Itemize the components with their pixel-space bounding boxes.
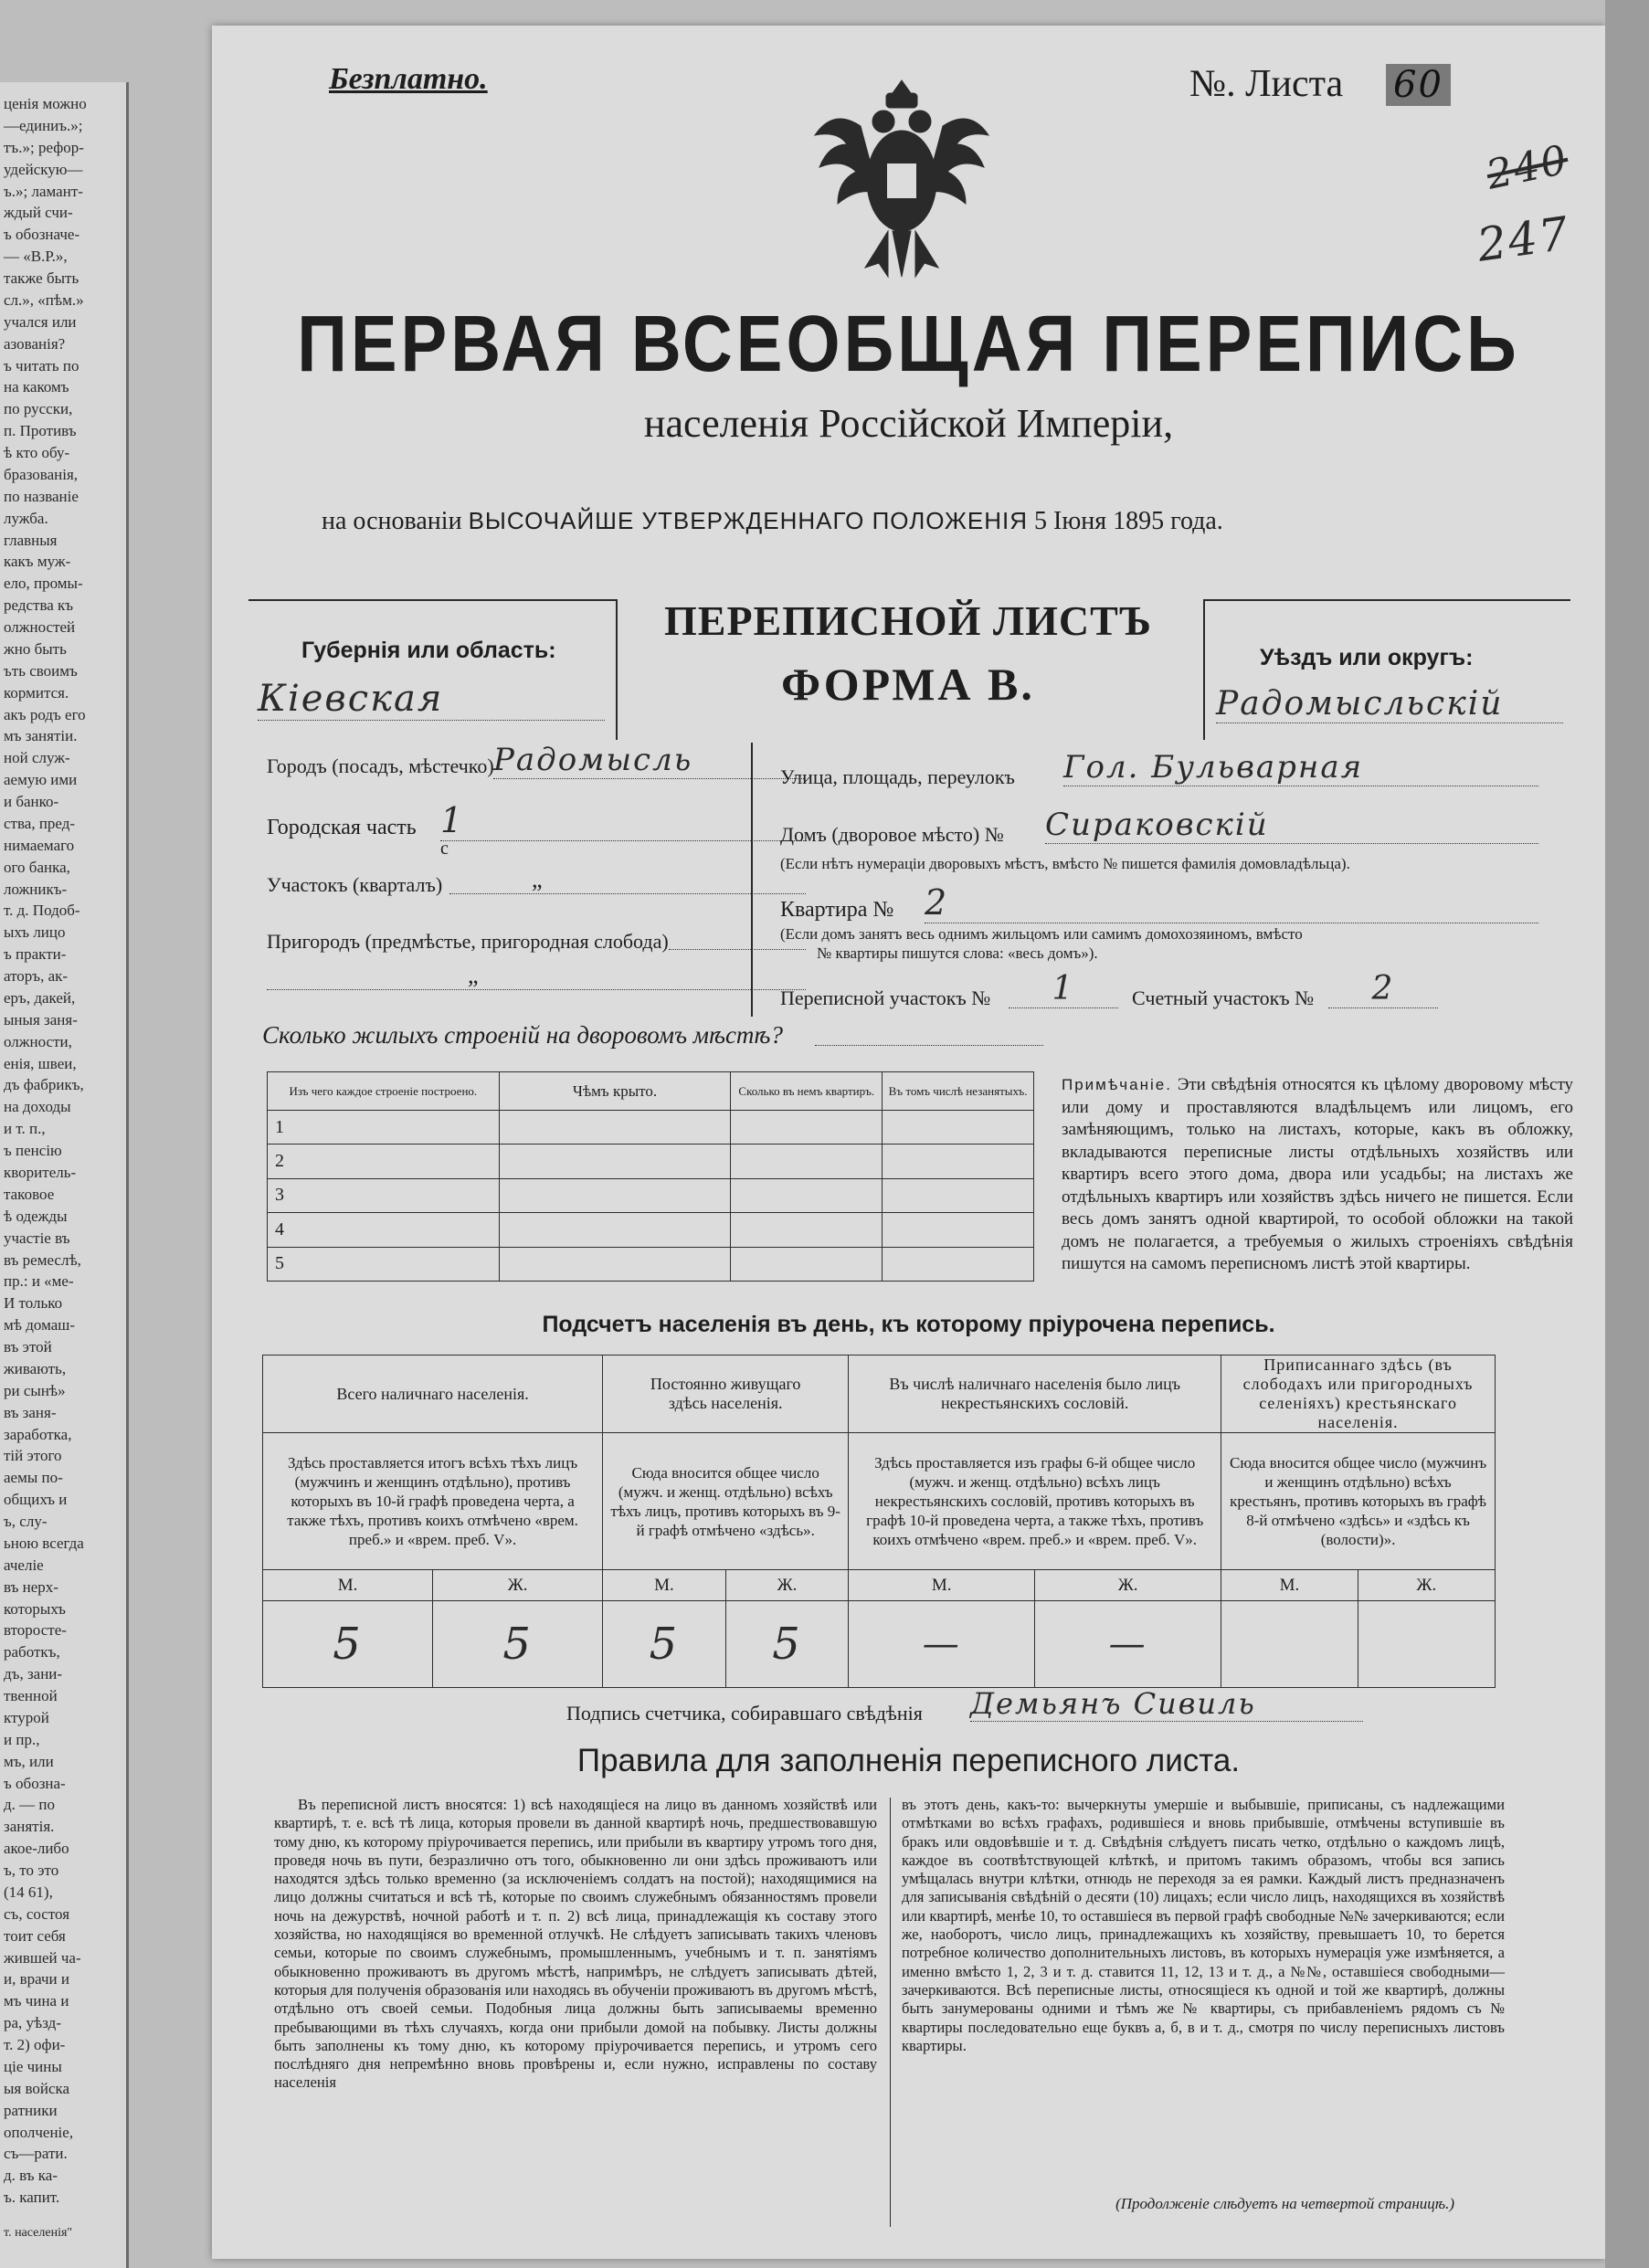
population-desc-nonpeasant: Здѣсь проставляется изъ графы 6-й общее число (мужч. и женщ. отдѣльно) всѣхъ лицъ некрестьянскихъ сословій, противъ которыхъ въ графѣ 10-й проведена черта, а также тѣхъ, противъ коихъ отмѣчено «врем. преб.» и «врем. преб. V». [849, 1433, 1221, 1570]
peasant-female-value [1358, 1601, 1495, 1688]
left-page-text-line: второсте- [4, 1621, 67, 1640]
left-page-text-line: въ ремеслѣ, [4, 1250, 81, 1269]
left-page-text-line: д. — по [4, 1796, 55, 1814]
left-page-text-line: ыныя заня- [4, 1010, 78, 1029]
total-female-value: 5 [433, 1601, 603, 1688]
uezd-label: Уѣздъ или округъ: [1260, 645, 1474, 670]
rules-continued-note: (Продолженіе слѣдуетъ на четвертой страницѣ.) [1115, 2195, 1454, 2212]
left-page-text-line: участіе въ [4, 1229, 70, 1247]
buildings-question: Сколько жилыхъ строеній на дворовомъ мѣстѣ? [262, 1021, 783, 1049]
left-page-text-line: лужба. [4, 509, 48, 527]
apartment-note-1: (Если домъ занятъ весь однимъ жильцомъ или самимъ домохозяиномъ, вмѣсто [780, 925, 1303, 943]
population-head-permanent: Постоянно живущаго здѣсь населенія. [603, 1356, 849, 1433]
street-label: Улица, площадь, переулокъ [780, 765, 1015, 788]
buildings-row-number: 4 [268, 1213, 500, 1247]
buildings-header-material: Изъ чего каждое строеніе построено. [268, 1072, 500, 1111]
left-page-footer: т. населенія" [4, 2226, 73, 2240]
left-page-text-line: тій этого [4, 1447, 62, 1465]
left-page-text-line: ъть своимъ [4, 661, 78, 680]
basis-line [322, 507, 1223, 536]
population-table [262, 1355, 1496, 1688]
left-page-text-line: ратники [4, 2101, 58, 2119]
buildings-row-number: 2 [268, 1145, 500, 1178]
district-mark: с [440, 839, 449, 859]
form-code: ФОРМА В. [781, 659, 1035, 710]
buildings-answer-line [815, 1044, 1043, 1046]
buildings-header-apartments: Сколько въ немъ квартиръ. [731, 1072, 883, 1111]
subtitle: населенія Россійской Имперіи, [643, 401, 1174, 446]
signature-value: Демьянъ Сивиль [970, 1686, 1363, 1722]
left-page-text-line: нимаемаго [4, 836, 75, 854]
gubernia-box [248, 599, 618, 740]
street-value: Гол. Бульварная [1063, 749, 1538, 786]
free-label: Безплатно. [329, 62, 488, 96]
left-page-text-line: дъ фабрикъ, [4, 1076, 84, 1094]
nonpeasant-male-value: — [849, 1601, 1035, 1688]
population-head-peasant: Приписаннаго здѣсь (въ слободахъ или пригородныхъ селеніяхъ) крестьянскаго населенія. [1221, 1356, 1496, 1433]
left-page-text-line: мъ занятіи. [4, 727, 78, 745]
left-page-text-line: занятія. [4, 1818, 55, 1836]
left-page-text-line: съ, состоя [4, 1904, 70, 1923]
basis-caps: ВЫСОЧАЙШЕ УТВЕРЖДЕННАГО ПОЛОЖЕНІЯ [468, 507, 1029, 534]
rules-divider [890, 1798, 891, 2227]
left-page-text-line: акъ родъ его [4, 705, 86, 723]
left-page-text-line: ъ.»; ламант- [4, 182, 83, 200]
left-page-text-line: ценія можно [4, 95, 87, 112]
left-page-text-line: живають, [4, 1359, 67, 1377]
address-left [267, 738, 815, 1012]
sheet-number-value: 60 [1386, 64, 1451, 106]
permanent-male-value: 5 [603, 1601, 726, 1688]
left-page-text-line: такжe быть [4, 269, 79, 288]
population-desc-total: Здѣсь проставляется итогъ всѣхъ тѣхъ лицъ (мужчинъ и женщинъ отдѣльно), противъ которыхъ въ 10-й графѣ проведена черта, а также тѣхъ, противъ коихъ отмѣчено «врем. преб.» и «врем. преб. V». [263, 1433, 603, 1570]
left-page-text-line: ѣ одежды [4, 1207, 68, 1225]
house-label: Домъ (дворовое мѣсто) № [780, 823, 1004, 846]
left-page-text-line: ложникъ- [4, 880, 68, 898]
left-page-text-line: съ—рати. [4, 2145, 68, 2163]
left-page-text-line: мъ чина и [4, 1992, 69, 2010]
left-page-text-line: и банко- [4, 793, 59, 811]
left-page-text-line: ъ, слу- [4, 1513, 48, 1531]
left-page-text-line: ктурой [4, 1708, 49, 1726]
apartment-value: 2 [925, 882, 1538, 923]
main-title: ПЕРВАЯ ВСЕОБЩАЯ ПЕРЕПИСЬ [297, 299, 1520, 389]
left-page-text-line: и пр., [4, 1730, 40, 1748]
left-page-text-line: (14 61), [4, 1883, 53, 1901]
left-page-text-line: ждый счи- [4, 204, 73, 222]
left-page-text-line: сл.», «пѣм.» [4, 290, 84, 309]
suburb-line-2 [267, 962, 806, 990]
left-page-text-line: по русски, [4, 400, 73, 418]
basis-prefix: на основаніи [322, 507, 462, 535]
left-page-text-line: д. въ ка- [4, 2167, 58, 2185]
left-page-text-line: жившей ча- [4, 1948, 81, 1967]
female-label: Ж. [725, 1570, 849, 1601]
rules-title: Правила для заполненія переписного листа. [576, 1743, 1241, 1778]
left-page-text-line: ъ обозна- [4, 1774, 66, 1792]
district-label: Городская часть [267, 816, 417, 839]
rules-left-column: Въ переписной листъ вносятся: 1) всѣ находящіеся на лицо въ данномъ хозяйствѣ или квартирѣ, т. е. всѣ тѣ лица, которыя провели въ данной квартирѣ ночь, предшествовавшую тому дню, къ которому пріурочивается перепись, или прибыли въ квартиру утромъ того дня, проведя ночь въ пути, безразлично отъ того, обыкновенно ли они здѣсь проживаютъ или находятся здѣсь только временно (за исключеніемъ солдатъ на постой); находящимися на лицо должны считаться и всѣ тѣ, которые по своимъ служебнымъ обязанностямъ провели ночь на дежурствѣ, ночной работѣ и т. п. 2) всѣ лица, принадлежащія къ составу этого хозяйства, но находящіяся во временной отлучкѣ. Не слѣдуетъ записывать такихъ членовъ семьи, которые по своимъ служебнымъ, промышленнымъ, учебнымъ и т. п. занятіямъ обыкновенно проживаютъ въ другомъ мѣстѣ, напримѣръ, не слѣдуетъ записывать дѣтей, которыя для полученія образованія или находясь въ обученіи проживаютъ въ другомъ мѣстѣ, отдѣльно отъ своей семьи. Подобныя лица должны быть записываемы временно пребывающими въ тѣхъ случаяхъ, когда они прибыли домой на побывку. Листы должны быть заполнены къ тому дню, къ которому пріурочивается перепись, и утромъ сего послѣдняго дня непремѣнно вновь провѣрены и, если нужно, исправлены по составу населенія [274, 1796, 877, 2092]
buildings-row-number: 5 [268, 1247, 500, 1281]
left-page-text-line: ыхъ лицо [4, 923, 66, 942]
apartment-note-2: № квартиры пишутся слова: «весь домъ»). [817, 944, 1098, 962]
left-page-text-line: ѣ кто обу- [4, 444, 70, 462]
suburb-value: „ [468, 962, 479, 988]
population-title: Подсчетъ населенія въ день, къ которому пріурочена перепись. [542, 1312, 1275, 1337]
left-page-text-line: —единиъ.»; [4, 116, 83, 134]
left-page-text-line: общихъ и [4, 1491, 68, 1509]
left-page-text-line: на доходы [4, 1098, 71, 1116]
left-page-text-line: и т. п., [4, 1120, 46, 1138]
left-page-text-line: ъ пенсію [4, 1142, 62, 1160]
female-label: Ж. [1358, 1570, 1495, 1601]
house-note: (Если нѣтъ нумераціи дворовыхъ мѣстъ, вмѣсто № пишется фамилія домовладѣльца). [780, 855, 1350, 872]
left-page-text-line: И только [4, 1294, 63, 1313]
left-page-text-line: енія, швеи, [4, 1054, 77, 1072]
left-page-text-line: ра, уѣзд- [4, 2014, 61, 2032]
address-right [780, 738, 1593, 1030]
population-desc-peasant: Сюда вносится общее число (мужчинъ и женщинъ отдѣльно) всѣхъ крестьянъ, противъ которыхъ въ графѣ 8-й отмѣчено «здѣсь» и «здѣсь къ (волости)». [1221, 1433, 1496, 1570]
census-plot-value: 1 [1009, 970, 1118, 1008]
left-page-text-line: кормится. [4, 683, 69, 701]
left-page-text-line: по названіе [4, 487, 79, 505]
note-title: Примѣчаніе. [1062, 1076, 1172, 1093]
precinct-label: Участокъ (кварталъ) [267, 873, 443, 896]
left-page-text-line: т. 2) офи- [4, 2036, 66, 2054]
left-page-text-line: мѣ домаш- [4, 1316, 76, 1334]
left-page-text-line: работкъ, [4, 1643, 60, 1661]
left-page-text-line: ъ, то это [4, 1862, 59, 1880]
population-desc-permanent: Сюда вносится общее число (мужч. и женщ. отдѣльно) всѣхъ тѣхъ лицъ, противъ которыхъ въ 9-й графѣ отмѣчено «здѣсь». [603, 1433, 849, 1570]
buildings-header-roof: Чѣмъ крыто. [499, 1072, 731, 1111]
uezd-box [1203, 599, 1570, 740]
note-text: Эти свѣдѣнія относятся къ цѣлому дворовому мѣсту или дому и проставляются владѣльцемъ или лицомъ, его замѣняющимъ, только на листахъ, которые, какъ въ обложку, вкладываются переписные листы отдѣльныхъ хозяйствъ или квартиръ всего этого дома, двора или усадьбы; на листахъ же отдѣльныхъ квартиръ или хозяйствъ здѣсь ничего не пишется. Если весь домъ занятъ одной квартирой, то особой обложки на такой домъ не полагается, а требуемыя о жилыхъ строеніяхъ свѣдѣнія пишутся на самомъ переписномъ листѣ этой квартиры. [1062, 1075, 1574, 1273]
left-page-text-line: азованія? [4, 334, 66, 353]
suburb-label: Пригородъ (предмѣстье, пригородная слобода) [267, 930, 669, 953]
count-plot-value: 2 [1328, 970, 1438, 1008]
margin-note: 247 [1474, 206, 1573, 272]
left-page-text-line: дъ, зани- [4, 1665, 63, 1683]
apartment-label: Квартира № [780, 898, 894, 922]
buildings-row-number: 3 [268, 1178, 500, 1212]
left-page-text-line: мъ, или [4, 1752, 54, 1770]
male-label: М. [603, 1570, 726, 1601]
rules-right-column: въ этотъ день, какъ-то: вычеркнуты умершіе и выбывшіе, приписаны, съ надлежащими отмѣтками во всѣхъ графахъ, родившіеся и вновь прибывшіе, отмѣчены вступившіе въ бракъ или овдовѣвшіе и т. д. Свѣдѣнія слѣдуетъ писать четко, отдѣльно о каждомъ лицѣ, каждое въ соотвѣтствующей клѣткѣ, и притомъ такимъ образомъ, чтобы вся запись умѣщалась внутри клѣтки, отнюдь не переходя за ея рамки. Каждый листъ предназначенъ для записыванія свѣдѣній о десяти (10) лицахъ; если число лицъ, находящихся въ хозяйствѣ или квартирѣ, менѣе 10, то оставшіеся въ первой графѣ свободные №№ зачеркиваются; если же, наоборотъ, число лицъ, принадлежащихъ къ хозяйству, превышаетъ 10, то берется потребное количество дополнительныхъ листовъ, въ которыхъ нумерація уже измѣняется, а именно вмѣсто 1, 2, 3 и т. д. ставится 11, 12, 13 и т. д., а №№, оставшіеся свободными—зачеркиваются. Всѣ переписные листы, относящіеся къ одной и той же квартирѣ, должны быть занумерованы одними и тѣмъ же № квартиры, съ прибавленіемъ рядомъ съ № квартиры последовательно еще буквъ а, б, в и т. д., смотря по числу переписныхъ листовъ квартиры. [902, 1796, 1505, 2054]
left-page-text-line: ополченіе, [4, 2123, 74, 2141]
left-page-text-line: ъ обозначе- [4, 226, 80, 244]
left-page-text-line: удейскую— [4, 160, 83, 178]
male-label: М. [263, 1570, 433, 1601]
male-label: М. [1221, 1570, 1358, 1601]
precinct-value: „ [532, 866, 543, 892]
left-page-text-line: пр.: и «ме- [4, 1272, 74, 1291]
left-page-text-line: которыхъ [4, 1599, 66, 1618]
sheet-number-label: №. Листа [1189, 63, 1344, 105]
left-page-text-line: кворитель- [4, 1164, 77, 1181]
left-page-text-line: ціе чины [4, 2057, 62, 2075]
left-page-text-line: въ этой [4, 1338, 52, 1356]
left-page-text-line: акое-либо [4, 1840, 69, 1858]
population-head-total: Всего наличнаго населенія. [263, 1356, 603, 1433]
left-page-text-line: жно быть [4, 639, 67, 658]
left-page-text-line: ьною всегда [4, 1534, 84, 1552]
left-page-text-line: ыя войска [4, 2079, 70, 2097]
buildings-row-number: 1 [268, 1111, 500, 1145]
left-page-text-line: аторъ, ак- [4, 967, 69, 986]
census-plot-label: Переписной участокъ № [780, 986, 991, 1009]
left-page-text-line: аемы по- [4, 1469, 63, 1487]
left-page-text-line: аемую ими [4, 771, 78, 789]
left-page-text-line: ого банка, [4, 858, 70, 876]
uezd-value: Радомысльскій [1216, 685, 1563, 723]
left-page-text-line: заработка, [4, 1425, 72, 1443]
left-page-text-line: — «В.Р.», [4, 248, 68, 266]
male-label: М. [849, 1570, 1035, 1601]
left-page-text-line: ъ практи- [4, 945, 67, 964]
left-page-text-line: п. Противъ [4, 422, 77, 440]
left-page-text-line: и, врачи и [4, 1970, 69, 1988]
left-page-text-line: главныя [4, 531, 58, 549]
basis-date: 5 Іюня 1895 года. [1034, 507, 1223, 535]
left-page-text-line: учался или [4, 312, 77, 331]
left-page-fragment [0, 82, 129, 2268]
form-title: ПЕРЕПИСНОЙ ЛИСТЪ [663, 597, 1153, 644]
margin-note-crossed: 240 [1482, 136, 1573, 199]
female-label: Ж. [1035, 1570, 1221, 1601]
house-value: Сираковскій [1045, 807, 1538, 844]
city-value: Радомысль [493, 742, 804, 779]
nonpeasant-female-value: — [1035, 1601, 1221, 1688]
left-page-text-line: твенной [4, 1687, 58, 1705]
left-page-text-line: ной служ- [4, 749, 70, 767]
imperial-eagle-emblem [797, 71, 1007, 290]
left-page-text-line: олжностей [4, 618, 76, 637]
left-page-text-line: бразованія, [4, 465, 79, 483]
left-page-text-line: таковое [4, 1185, 55, 1203]
left-page-text-line: еръ, дакей, [4, 988, 76, 1007]
left-page-text-line: въ заня- [4, 1403, 57, 1421]
left-page-text-line: ри сынѣ» [4, 1381, 66, 1399]
total-male-value: 5 [263, 1601, 433, 1688]
address-divider [751, 743, 753, 1017]
left-page-text-line: какъ муж- [4, 553, 71, 571]
city-label: Городъ (посадъ, мѣстечко) [267, 754, 494, 777]
signature-label: Подпись счетчика, собиравшаго свѣдѣнія [566, 1702, 923, 1725]
count-plot-label: Счетный участокъ № [1132, 986, 1315, 1009]
left-page-text-line: тъ.»; рефор- [4, 138, 84, 156]
permanent-female-value: 5 [725, 1601, 849, 1688]
population-head-nonpeasant: Въ числѣ наличнаго населенія было лицъ некрестьянскихъ сословій. [849, 1356, 1221, 1433]
left-page-text-line: т. д. Подоб- [4, 902, 80, 920]
left-page-text-line: въ нерх- [4, 1577, 58, 1596]
buildings-header-vacant: Въ томъ числѣ незанятыхъ. [883, 1072, 1034, 1111]
left-page-text-line: редства къ [4, 596, 74, 615]
census-sheet [212, 26, 1605, 2259]
left-page-text-line: ачеліе [4, 1556, 44, 1574]
left-page-text-line: на какомъ [4, 378, 69, 396]
gubernia-label: Губернія или область: [301, 638, 556, 663]
female-label: Ж. [433, 1570, 603, 1601]
gubernia-value: Кіевская [258, 678, 605, 721]
left-page-text-line: олжности, [4, 1032, 72, 1050]
district-value: 1 [440, 800, 806, 841]
peasant-male-value [1221, 1601, 1358, 1688]
left-page-text-line: ело, промы- [4, 575, 83, 593]
left-page-text-line: ства, пред- [4, 814, 76, 832]
buildings-table [267, 1071, 1034, 1282]
buildings-note [1062, 1074, 1573, 1276]
left-page-text-line: тоит себя [4, 1926, 66, 1945]
sheet-edge [1605, 0, 1649, 2268]
left-page-text-line: ъ. капит. [4, 2189, 60, 2207]
left-page-text-line: ъ читать по [4, 356, 79, 374]
